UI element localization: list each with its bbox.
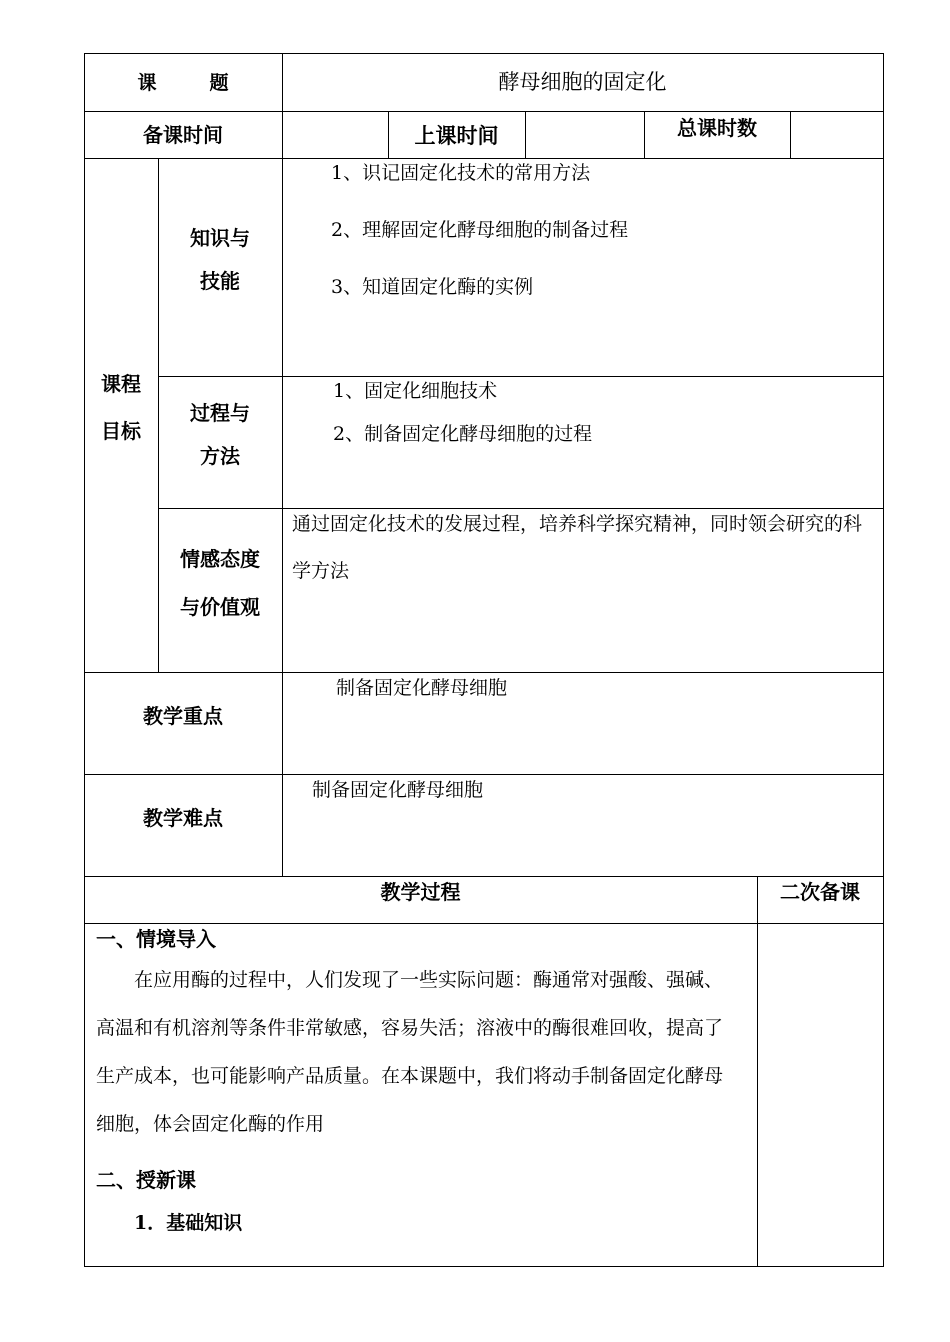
topic-value: 酵母细胞的固定化	[498, 70, 667, 94]
process-item: 1、固定化细胞技术	[333, 380, 498, 402]
body-paragraph-line: 高温和有机溶剂等条件非常敏感，容易失活；溶液中的酶很难回收，提高了	[96, 1017, 724, 1039]
emotion-text: 通过固定化技术的发展过程，培养科学探究精神，同时领会研究的科	[292, 513, 863, 535]
process-label-line2: 方法	[200, 444, 240, 468]
section-title: 二、授新课	[96, 1168, 196, 1192]
topic-label: 课 题	[137, 72, 229, 94]
difficulty-value: 制备固定化酵母细胞	[312, 779, 484, 801]
knowledge-item: 3、知道固定化酶的实例	[331, 276, 534, 298]
knowledge-item: 2、理解固定化酵母细胞的制备过程	[331, 219, 629, 241]
section-title: 一、情境导入	[96, 927, 216, 951]
emotion-label-line1: 情感态度	[180, 547, 260, 571]
process-label-line1: 过程与	[190, 401, 250, 425]
goals-label-line2: 目标	[101, 419, 141, 443]
class-time-label: 上课时间	[414, 123, 499, 148]
secondary-prep-header: 二次备课	[780, 880, 860, 904]
subsection-title: 1．基础知识	[134, 1212, 243, 1234]
body-paragraph-line: 在应用酶的过程中，人们发现了一些实际问题：酶通常对强酸、强碱、	[134, 969, 724, 991]
emotion-label-line2: 与价值观	[180, 595, 260, 619]
body-paragraph-line: 细胞，体会固定化酶的作用	[96, 1113, 325, 1135]
knowledge-item: 1、识记固定化技术的常用方法	[331, 162, 591, 184]
prep-time-label: 备课时间	[143, 123, 223, 147]
goals-label-line1: 课程	[101, 372, 141, 396]
key-point-value: 制备固定化酵母细胞	[336, 677, 508, 699]
body-paragraph-line: 生产成本，也可能影响产品质量。在本课题中，我们将动手制备固定化酵母	[96, 1065, 724, 1087]
emotion-text: 学方法	[292, 560, 350, 582]
knowledge-label-line2: 技能	[200, 269, 240, 293]
process-header: 教学过程	[380, 880, 461, 904]
key-point-label: 教学重点	[143, 704, 223, 728]
total-hours-label: 总课时数	[677, 116, 757, 140]
difficulty-label: 教学难点	[143, 806, 223, 830]
knowledge-label-line1: 知识与	[190, 226, 250, 250]
process-item: 2、制备固定化酵母细胞的过程	[333, 423, 593, 445]
